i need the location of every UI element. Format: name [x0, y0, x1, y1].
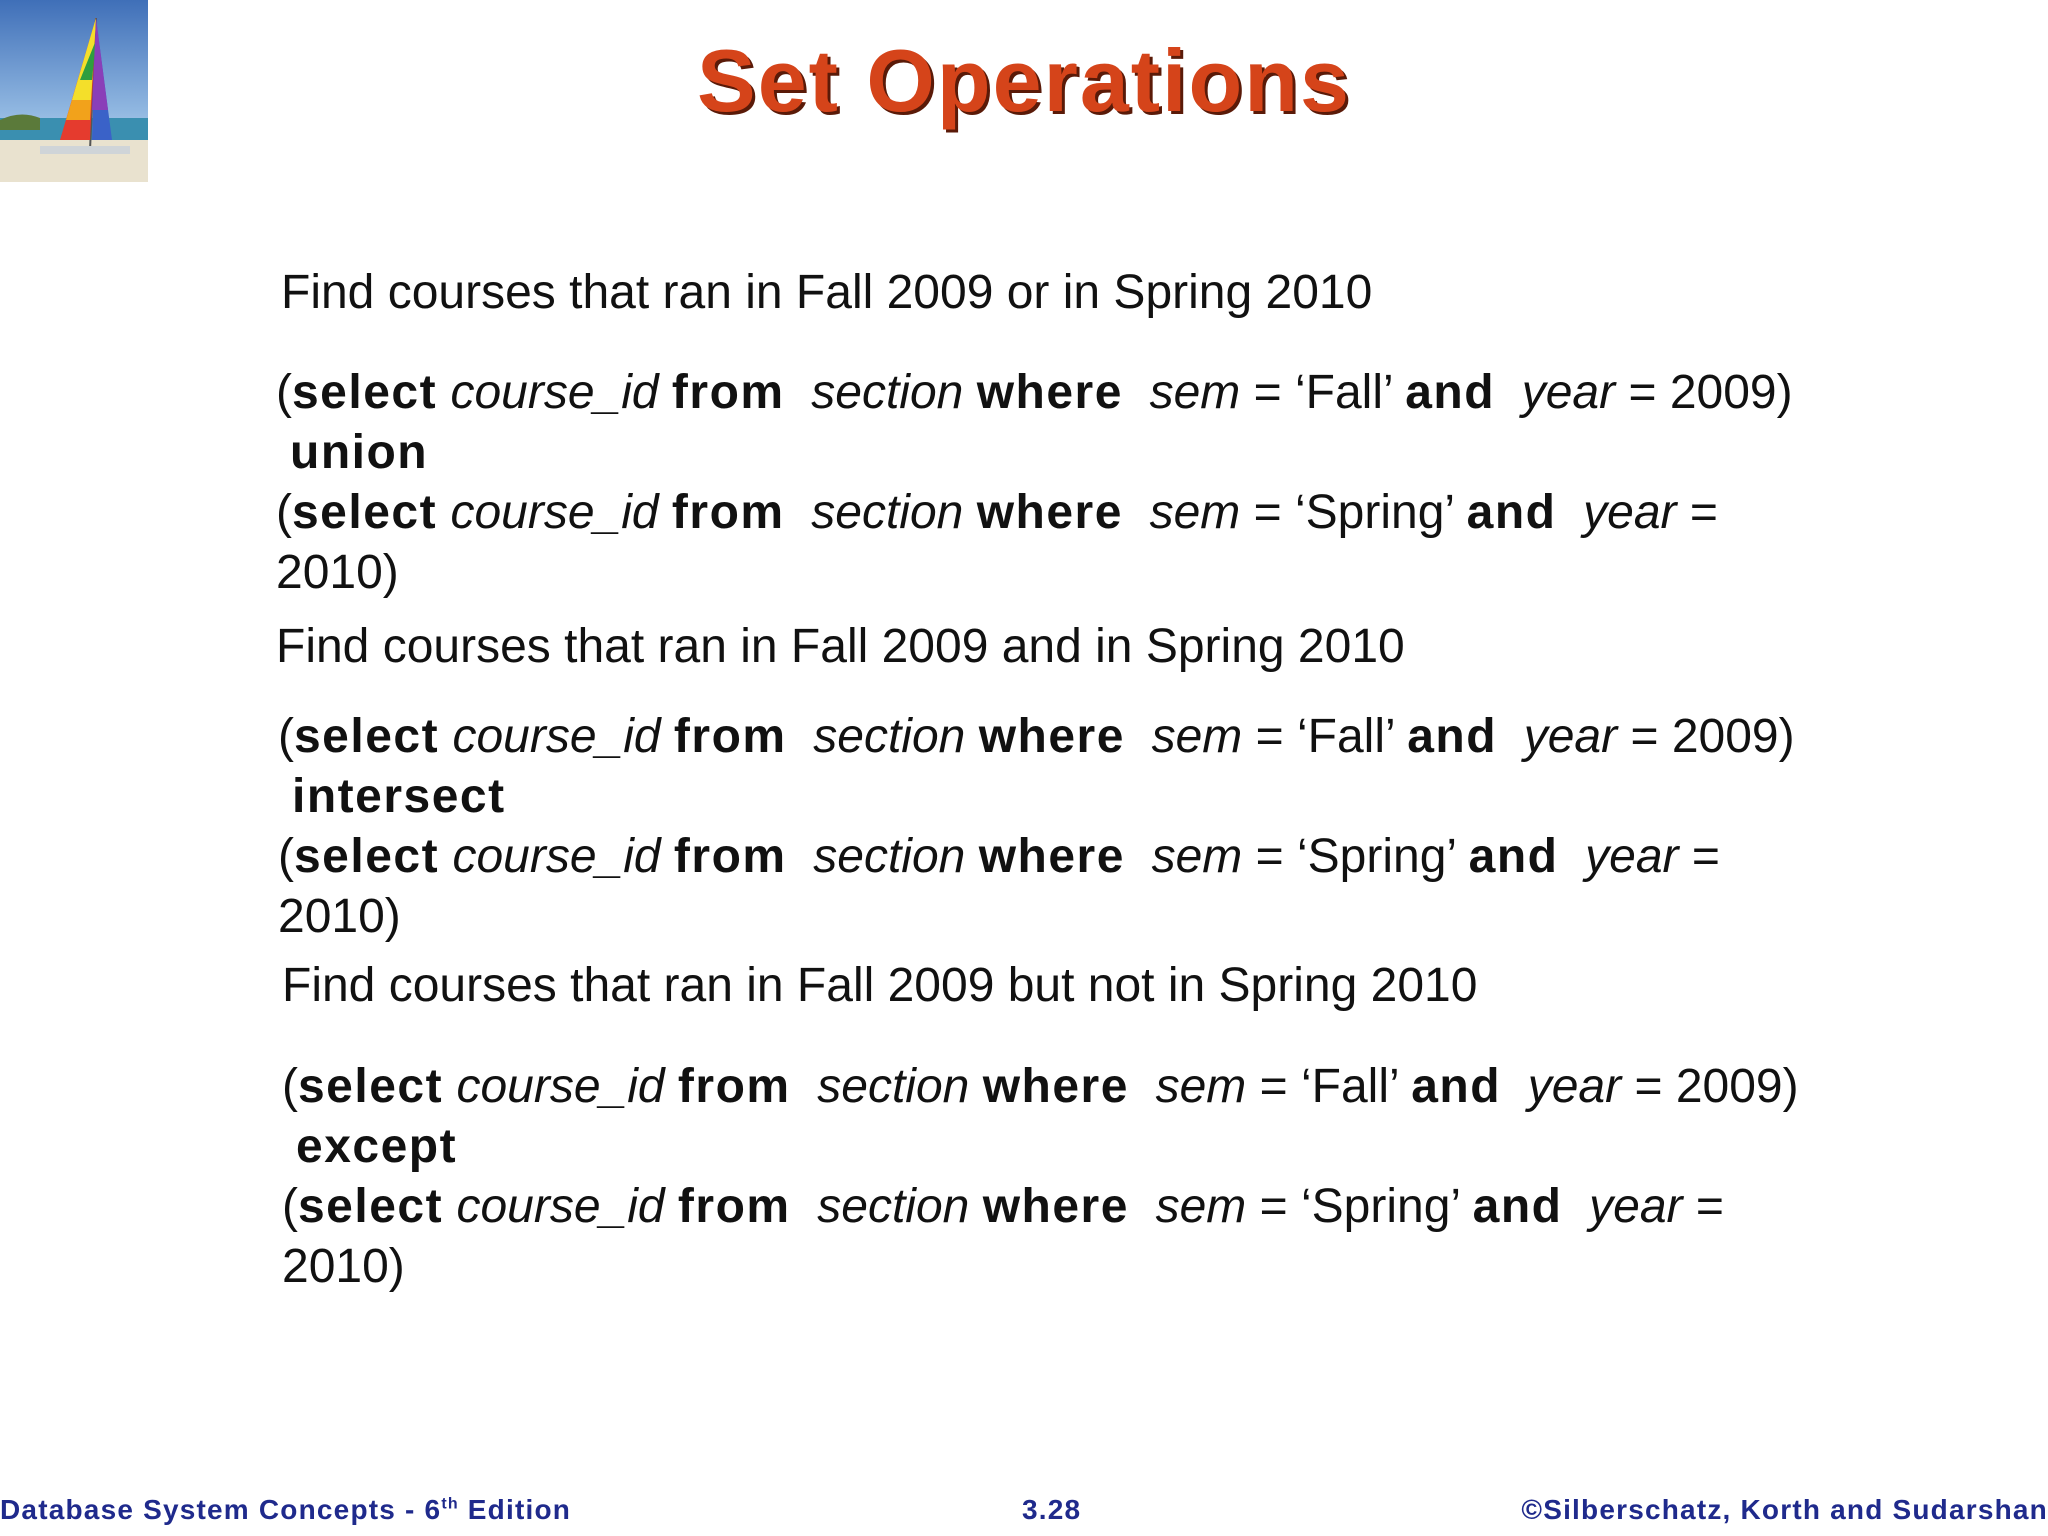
attribute-name: course_id — [456, 1060, 665, 1113]
keyword-and: and — [1466, 486, 1557, 539]
attribute-name: course_id — [450, 366, 659, 419]
query-line-continuation: 2010) — [282, 1240, 405, 1293]
attribute-sem: sem — [1155, 1180, 1247, 1233]
query-line: (select course_id from section where sem = ‘Fall’ and year = 2009) — [278, 710, 1795, 763]
keyword-where: where — [976, 366, 1123, 419]
keyword-from: from — [673, 710, 787, 763]
attribute-name: course_id — [450, 486, 659, 539]
keyword-where: where — [978, 710, 1125, 763]
query-line: (select course_id from section where sem = ‘Spring’ and year = — [276, 486, 1718, 539]
relation-name: section — [811, 366, 964, 419]
query-line-continuation: 2010) — [276, 546, 399, 599]
condition-value: = 2009) — [1621, 1060, 1799, 1113]
query-line: (select course_id from section where sem = ‘Spring’ and year = — [282, 1180, 1724, 1233]
footer-copyright: ©Silberschatz, Korth and Sudarshan — [1521, 1494, 2048, 1525]
attribute-sem: sem — [1149, 366, 1241, 419]
attribute-year: year — [1583, 486, 1677, 539]
condition-value: = ‘Spring’ — [1246, 1180, 1473, 1233]
relation-name: section — [813, 830, 966, 883]
query-line: (select course_id from section where sem = ‘Fall’ and year = 2009) — [282, 1060, 1799, 1113]
keyword-from: from — [677, 1180, 791, 1233]
attribute-year: year — [1585, 830, 1679, 883]
keyword-where: where — [976, 486, 1123, 539]
condition-value: = ‘Spring’ — [1242, 830, 1469, 883]
query-line-continuation: 2010) — [278, 890, 401, 943]
keyword-select: select — [297, 1180, 444, 1233]
condition-value: = — [1682, 1180, 1724, 1233]
relation-name: section — [813, 710, 966, 763]
operator-union: union — [290, 426, 429, 479]
query-except — [282, 1057, 1799, 1297]
attribute-sem: sem — [1155, 1060, 1247, 1113]
attribute-sem: sem — [1151, 710, 1243, 763]
footer-edition: Edition — [458, 1494, 572, 1525]
attribute-year: year — [1589, 1180, 1683, 1233]
relation-name: section — [811, 486, 964, 539]
operator-except: except — [296, 1120, 458, 1173]
keyword-from: from — [677, 1060, 791, 1113]
condition-value: = ‘Fall’ — [1242, 710, 1408, 763]
attribute-sem: sem — [1149, 486, 1241, 539]
keyword-and: and — [1411, 1060, 1502, 1113]
attribute-year: year — [1523, 710, 1618, 763]
keyword-select: select — [293, 710, 440, 763]
condition-value: = ‘Spring’ — [1240, 486, 1467, 539]
keyword-from: from — [673, 830, 787, 883]
attribute-name: course_id — [452, 830, 661, 883]
keyword-where: where — [982, 1060, 1129, 1113]
condition-value: = ‘Fall’ — [1240, 366, 1406, 419]
keyword-and: and — [1405, 366, 1496, 419]
question-except: Find courses that ran in Fall 2009 but not in Spring 2010 — [282, 959, 1478, 1012]
query-line: (select course_id from section where sem = ‘Fall’ and year = 2009) — [276, 366, 1793, 419]
relation-name: section — [817, 1180, 970, 1233]
footer-book-name: Database System Concepts - 6 — [0, 1494, 442, 1525]
keyword-select: select — [291, 486, 438, 539]
question-union: Find courses that ran in Fall 2009 or in Spring 2010 — [281, 266, 1373, 319]
attribute-name: course_id — [452, 710, 661, 763]
footer-book-title — [0, 1494, 571, 1526]
keyword-from: from — [671, 366, 785, 419]
attribute-year: year — [1527, 1060, 1622, 1113]
slide-number: 3.28 — [1022, 1494, 1082, 1525]
keyword-where: where — [978, 830, 1125, 883]
footer-edition-sup: th — [441, 1495, 459, 1513]
attribute-name: course_id — [456, 1180, 665, 1233]
keyword-and: and — [1407, 710, 1498, 763]
keyword-and: and — [1472, 1180, 1563, 1233]
question-intersect: Find courses that ran in Fall 2009 and in Spring 2010 — [276, 620, 1405, 673]
condition-value: = 2009) — [1615, 366, 1793, 419]
query-intersect — [278, 707, 1795, 947]
query-union — [276, 363, 1793, 603]
keyword-from: from — [671, 486, 785, 539]
attribute-sem: sem — [1151, 830, 1243, 883]
keyword-select: select — [293, 830, 440, 883]
query-line: (select course_id from section where sem = ‘Spring’ and year = — [278, 830, 1720, 883]
relation-name: section — [817, 1060, 970, 1113]
page-title: Set Operations — [697, 31, 1351, 130]
operator-intersect: intersect — [292, 770, 506, 823]
condition-value: = — [1678, 830, 1720, 883]
condition-value: = — [1676, 486, 1718, 539]
attribute-year: year — [1521, 366, 1616, 419]
keyword-select: select — [291, 366, 438, 419]
keyword-select: select — [297, 1060, 444, 1113]
condition-value: = ‘Fall’ — [1246, 1060, 1412, 1113]
keyword-where: where — [982, 1180, 1129, 1233]
keyword-and: and — [1468, 830, 1559, 883]
condition-value: = 2009) — [1617, 710, 1795, 763]
